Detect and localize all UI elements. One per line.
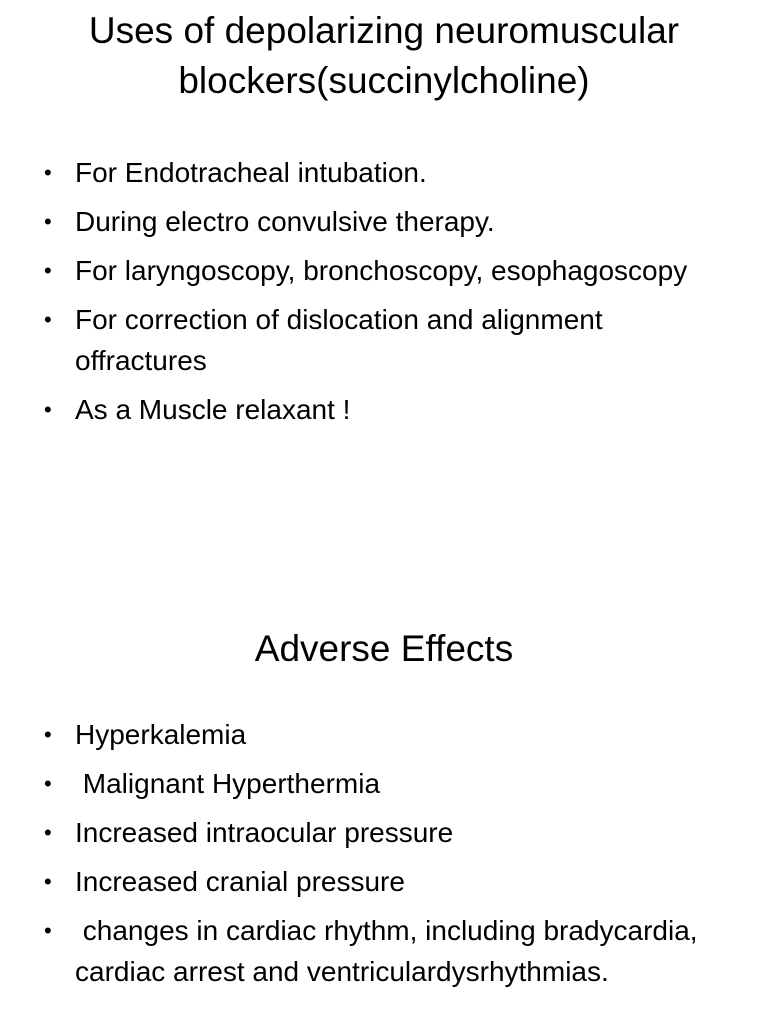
bullet-icon: •: [44, 397, 52, 422]
list-item: [44, 299, 738, 381]
slide-adverse-effects: [0, 600, 768, 1024]
bullet-icon: •: [44, 820, 52, 845]
slide-title-adverse-effects: Adverse Effects: [254, 628, 514, 669]
list-item: [44, 763, 738, 804]
list-item: [44, 389, 738, 430]
list-item-text: As a Muscle relaxant !: [75, 394, 351, 425]
list-item: [44, 152, 738, 193]
list-item-text: For Endotracheal intubation.: [75, 157, 427, 188]
list-item-text: Malignant Hyperthermia: [75, 768, 381, 799]
bullet-icon: •: [44, 160, 52, 185]
uses-list: [44, 152, 738, 438]
list-item-text: During electro convulsive therapy.: [75, 206, 495, 237]
adverse-effects-list: [44, 714, 738, 1000]
bullet-icon: •: [44, 258, 52, 283]
bullet-icon: •: [44, 869, 52, 894]
list-item-text: Increased cranial pressure: [75, 866, 405, 897]
list-item-text: changes in cardiac rhythm, including bradycardia, cardiac arrest and ventriculardysrhythmias.: [75, 915, 706, 987]
bullet-icon: •: [44, 209, 52, 234]
list-item: [44, 861, 738, 902]
bullet-icon: •: [44, 307, 52, 332]
list-item: [44, 812, 738, 853]
list-item: [44, 250, 738, 291]
bullet-icon: •: [44, 722, 52, 747]
list-item-text: Hyperkalemia: [75, 719, 247, 750]
list-item-text: Increased intraocular pressure: [75, 817, 454, 848]
slide-title-uses: Uses of depolarizing neuromuscular blockers(succinylcholine): [88, 10, 680, 101]
list-item-text: For laryngoscopy, bronchoscopy, esophagoscopy: [75, 255, 688, 286]
bullet-icon: •: [44, 918, 52, 943]
list-item: [44, 201, 738, 242]
list-item: [44, 910, 738, 992]
list-item-text: For correction of dislocation and alignment offractures: [75, 304, 603, 376]
list-item: [44, 714, 738, 755]
bullet-icon: •: [44, 771, 52, 796]
